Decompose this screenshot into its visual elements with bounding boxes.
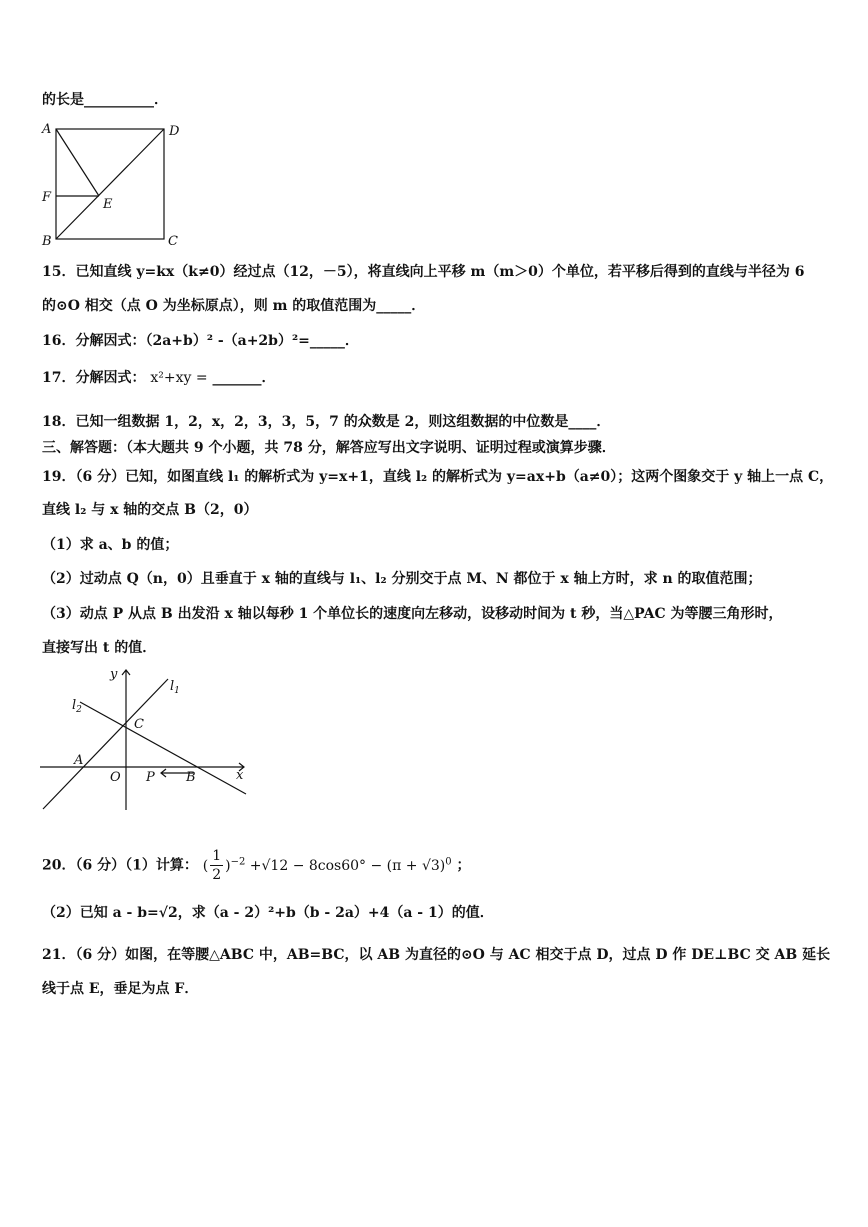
line-l1 bbox=[43, 679, 168, 809]
q17-prefix: 17．分解因式： bbox=[42, 370, 146, 386]
label-b: B bbox=[42, 234, 52, 249]
label-o: O bbox=[110, 770, 121, 785]
label-d: D bbox=[169, 124, 180, 139]
label-a: A bbox=[42, 122, 52, 137]
diagonal-db bbox=[56, 129, 164, 239]
q19-part-3: （3）动点 P 从点 B 出发沿 x 轴以每秒 1 个单位长的速度向左移动，设移动时间为 t 秒，当△PAC 为等腰三角形时， bbox=[42, 606, 783, 622]
label-a: A bbox=[74, 753, 84, 768]
q15-line-2: 的⊙O 相交（点 O 为坐标原点），则 m 的取值范围为_____． bbox=[42, 298, 426, 314]
coordinate-figure bbox=[38, 664, 252, 816]
q17-expression: x²+xy = bbox=[150, 370, 208, 386]
q19-line-2: 直线 l₂ 与 x 轴的交点 B（2，0） bbox=[42, 502, 258, 518]
line-q14-end: 的长是__________． bbox=[42, 92, 168, 108]
q15-line-1: 15．已知直线 y=kx（k≠0）经过点（12，－5），将直线向上平移 m（m＞0）个单位，若平移后得到的直线与半径为 6 bbox=[42, 264, 805, 280]
q19-part-2: （2）过动点 Q（n，0）且垂直于 x 轴的直线与 l₁、l₂ 分别交于点 M、N 都位于 x 轴上方时，求 n 的取值范围； bbox=[42, 571, 762, 587]
q20-prefix: 20．（6 分）（1）计算： bbox=[42, 857, 198, 874]
q20-line-1 bbox=[42, 842, 471, 886]
label-e: E bbox=[103, 197, 113, 212]
line-l2 bbox=[80, 702, 246, 794]
q17-line bbox=[42, 368, 275, 388]
label-b: B bbox=[186, 770, 196, 785]
label-c: C bbox=[134, 717, 144, 732]
label-c: C bbox=[168, 234, 178, 249]
fraction-half: $\frac{1}{2}$ bbox=[212, 848, 222, 884]
label-l2: $l_2$ bbox=[72, 698, 82, 715]
q20-expression: ( $\frac{1}{2}$ )$^{-2} +√12 - 8\cos 60^\circ - (\pi + √3)^0$ bbox=[202, 848, 452, 884]
segment-ae bbox=[56, 129, 99, 196]
label-x: x bbox=[236, 768, 244, 783]
label-p: P bbox=[146, 770, 155, 785]
label-l1: $l_1$ bbox=[170, 679, 180, 696]
q20-end: ； bbox=[456, 857, 471, 874]
q18-line: 18．已知一组数据 1，2，x，2，3，3，5，7 的众数是 2，则这组数据的中位数是____． bbox=[42, 414, 611, 430]
q19-line-1: 19．（6 分）已知，如图直线 l₁ 的解析式为 y=x+1，直线 l₂ 的解析式为 y=ax+b（a≠0）；这两个图象交于 y 轴上一点 C， bbox=[42, 469, 834, 485]
q19-part-3-cont: 直接写出 t 的值． bbox=[42, 640, 157, 656]
q21-line-2: 线于点 E，垂足为点 F． bbox=[42, 981, 199, 997]
q16-line: 16．分解因式：（2a+b）² -（a+2b）²=_____． bbox=[42, 333, 359, 349]
q21-line-1: 21．（6 分）如图，在等腰△ABC 中，AB=BC，以 AB 为直径的⊙O 与 AC 相交于点 D，过点 D 作 DE⊥BC 交 AB 延长 bbox=[42, 947, 831, 963]
section-3-heading: 三、解答题：（本大题共 9 个小题，共 78 分，解答应写出文字说明、证明过程或演算步骤． bbox=[42, 440, 616, 456]
label-y: y bbox=[110, 667, 118, 682]
q19-part-1: （1）求 a、b 的值； bbox=[42, 537, 179, 553]
q17-blank: _______． bbox=[212, 370, 276, 386]
q20-line-2: （2）已知 a - b=√2，求（a - 2）²+b（b - 2a）+4（a - 1）的值． bbox=[42, 905, 494, 921]
square-figure bbox=[38, 118, 188, 250]
label-f: F bbox=[42, 190, 52, 205]
